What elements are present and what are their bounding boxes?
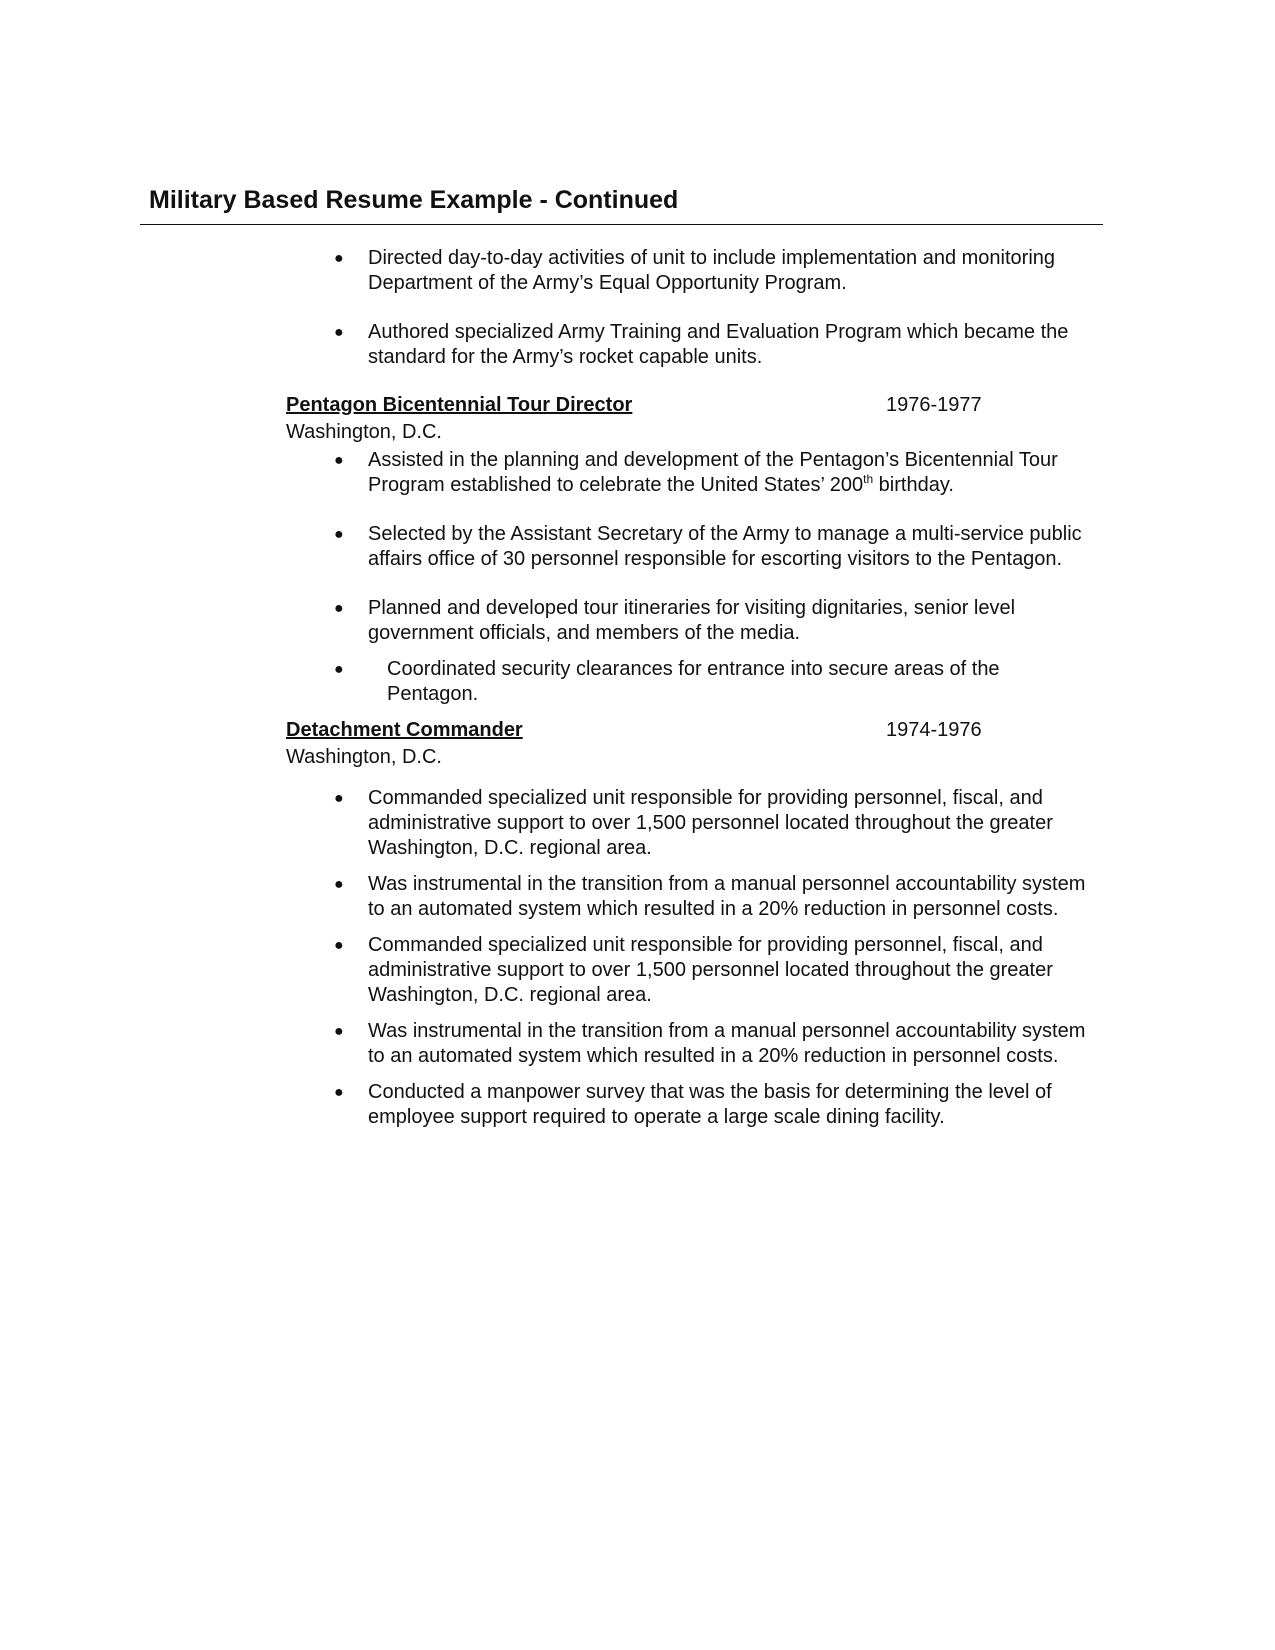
bullet-text-line: standard for the Army’s rocket capable units.	[368, 346, 763, 368]
bullet-text-line: administrative support to over 1,500 personnel located throughout the greater	[368, 959, 1053, 981]
bullet-text-line: Pentagon.	[387, 683, 479, 705]
job-title: Pentagon Bicentennial Tour Director	[286, 394, 633, 416]
bullet-text-line: Washington, D.C. regional area.	[368, 837, 652, 859]
bullet-icon: ●	[334, 324, 344, 341]
bullet-icon: ●	[334, 600, 344, 617]
bullet-text-line: employee support required to operate a large scale dining facility.	[368, 1106, 945, 1128]
bullet-icon: ●	[334, 452, 344, 469]
job-title: Detachment Commander	[286, 719, 523, 741]
job-location: Washington, D.C.	[286, 421, 442, 443]
bullet-text-line: Selected by the Assistant Secretary of the Army to manage a multi-service public	[368, 523, 1082, 545]
bullet-icon: ●	[334, 790, 344, 807]
bullet-text-line: Was instrumental in the transition from a manual personnel accountability system	[368, 1020, 1086, 1042]
bullet-text-line: Washington, D.C. regional area.	[368, 984, 652, 1006]
bullet-text-line: Coordinated security clearances for entrance into secure areas of the	[387, 658, 1000, 680]
bullet-text-line: Commanded specialized unit responsible for providing personnel, fiscal, and	[368, 787, 1043, 809]
bullet-icon: ●	[334, 937, 344, 954]
bullet-text-line: to an automated system which resulted in a 20% reduction in personnel costs.	[368, 898, 1059, 920]
bullet-icon: ●	[334, 526, 344, 543]
bullet-icon: ●	[334, 661, 344, 678]
bullet-text-line: administrative support to over 1,500 personnel located throughout the greater	[368, 812, 1053, 834]
job-dates: 1976-1977	[886, 394, 982, 416]
bullet-text-line: Directed day-to-day activities of unit to include implementation and monitoring	[368, 247, 1056, 269]
bullet-text-line: Planned and developed tour itineraries for visiting dignitaries, senior level	[368, 597, 1016, 619]
bullet-text-line: Was instrumental in the transition from a manual personnel accountability system	[368, 873, 1086, 895]
bullet-icon: ●	[334, 876, 344, 893]
title-divider	[140, 224, 1103, 225]
bullet-text-line: Commanded specialized unit responsible for providing personnel, fiscal, and	[368, 934, 1043, 956]
bullet-text-line: affairs office of 30 personnel responsible for escorting visitors to the Pentagon.	[368, 548, 1063, 570]
bullet-text-line: Conducted a manpower survey that was the basis for determining the level of	[368, 1081, 1052, 1103]
bullet-text-line: Program established to celebrate the United States’ 200th birthday.	[368, 472, 954, 496]
bullet-text-line: Assisted in the planning and development of the Pentagon’s Bicentennial Tour	[368, 449, 1058, 471]
bullet-text-line: Department of the Army’s Equal Opportunity Program.	[368, 272, 847, 294]
superscript-ordinal: th	[863, 472, 874, 486]
bullet-text-line: to an automated system which resulted in a 20% reduction in personnel costs.	[368, 1045, 1059, 1067]
bullet-icon: ●	[334, 250, 344, 267]
bullet-icon: ●	[334, 1084, 344, 1101]
bullet-text-line: Authored specialized Army Training and Evaluation Program which became the	[368, 321, 1069, 343]
bullet-text-line: government officials, and members of the media.	[368, 622, 801, 644]
page-title: Military Based Resume Example - Continued	[149, 186, 679, 214]
job-location: Washington, D.C.	[286, 746, 442, 768]
job-dates: 1974-1976	[886, 719, 982, 741]
bullet-icon: ●	[334, 1023, 344, 1040]
